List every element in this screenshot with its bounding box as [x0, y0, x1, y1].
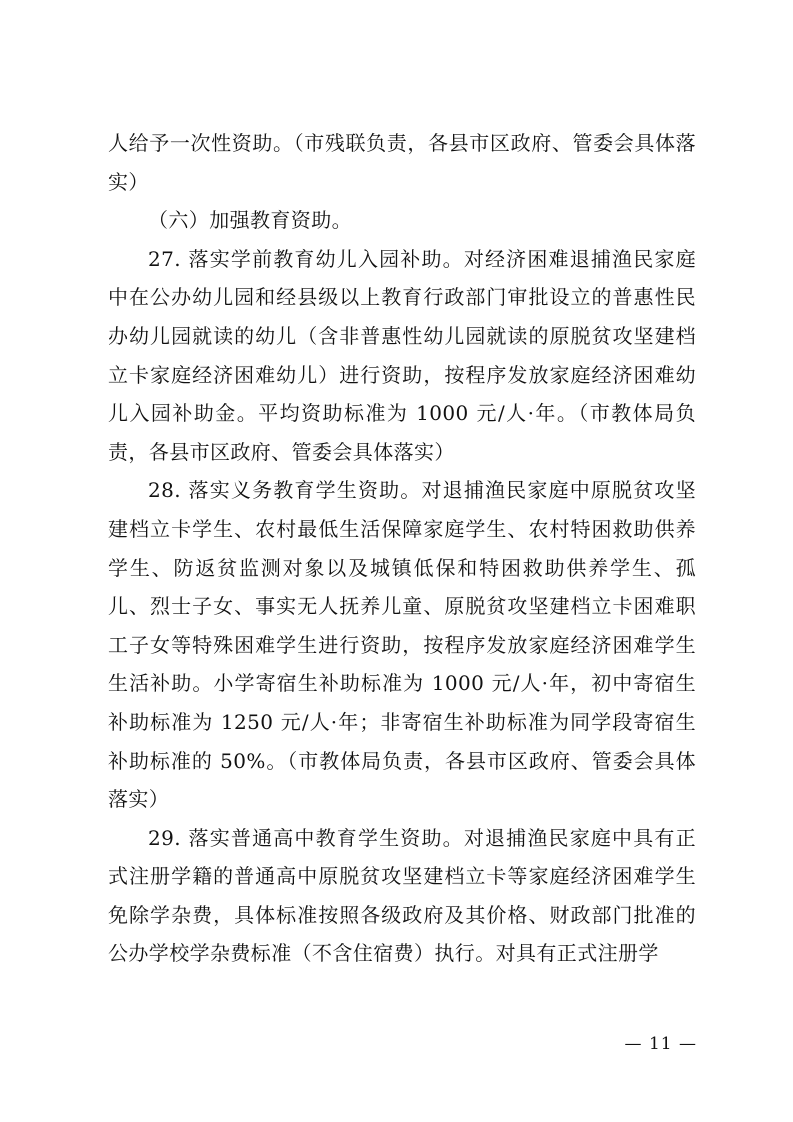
- paragraph-28-compulsory-education-aid: 28. 落实义务教育学生资助。对退捕渔民家庭中原脱贫攻坚建档立卡学生、农村最低生活保障家庭学生、农村特困救助供养学生、防返贫监测对象以及城镇低保和特困救助供养学生、孤儿、烈士子女、事实无人抚养儿童、原脱贫攻坚建档立卡困难职工子女等特殊困难学生进行资助，按程序发放家庭经济困难学生生活补助。小学寄宿生补助标准为 1000 元/人·年，初中寄宿生补助标准为 1250 元/人·年；非寄宿生补助标准为同学段寄宿生补助标准的 50%。（市教体局负责，各县市区政府、管委会具体落实）: [108, 478, 696, 812]
- paragraph-27-preschool-aid: 27. 落实学前教育幼儿入园补助。对经济困难退捕渔民家庭中在公办幼儿园和经县级以上教育行政部门审批设立的普惠性民办幼儿园就读的幼儿（含非普惠性幼儿园就读的原脱贫攻坚建档立卡家庭经济困难幼儿）进行资助，按程序发放家庭经济困难幼儿入园补助金。平均资助标准为 1000 元/人·年。（市教体局负责，各县市区政府、管委会具体落实）: [108, 246, 696, 464]
- page-number: — 11 —: [624, 1034, 697, 1054]
- paragraph-continuation: 人给予一次性资助。（市残联负责，各县市区政府、管委会具体落实）: [108, 131, 696, 194]
- body-text: [108, 124, 696, 973]
- section-heading-education-aid: （六）加强教育资助。: [148, 208, 352, 233]
- paragraph-29-high-school-aid: 29. 落实普通高中教育学生资助。对退捕渔民家庭中具有正式注册学籍的普通高中原脱贫攻坚建档立卡等家庭经济困难学生免除学杂费，具体标准按照各级政府及其价格、财政部门批准的公办学校学杂费标准（不含住宿费）执行。对具有正式注册学: [108, 825, 696, 966]
